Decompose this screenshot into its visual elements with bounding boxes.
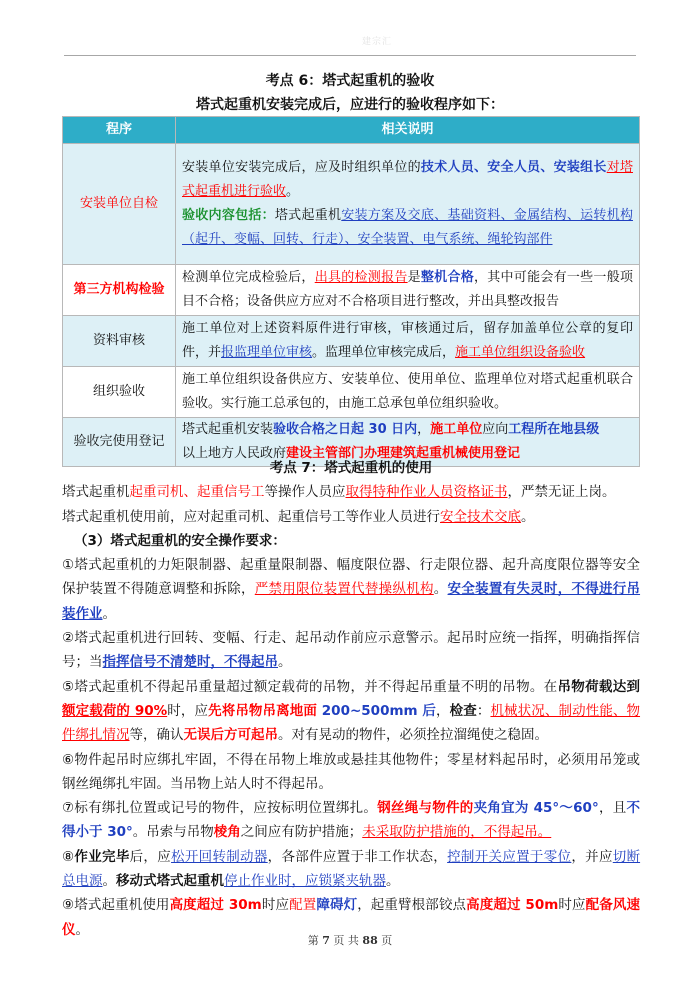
acceptance-table [62, 116, 640, 467]
header-divider [64, 55, 636, 56]
list-item: ⑧作业完毕后，应松开回转制动器，各部件应置于非工作状态，控制开关应置于零位，并应切断总电源。移动式塔式起重机停止作业时，应锁紧夹轨器。 [62, 848, 641, 890]
table-intro: 塔式起重机安装完成后，应进行的验收程序如下： [196, 97, 504, 113]
procedure-cell: 组织验收 [63, 367, 176, 418]
header-procedure: 程序 [63, 117, 176, 144]
header-logo: 建宗汇 [362, 37, 393, 47]
description-cell: 施工单位组织设备供应方、安装单位、使用单位、监理单位对塔式起重机联合验收。实行施工总承包的，由施工总承包单位组织验收。 [176, 367, 640, 418]
paragraph-briefing: 塔式起重机使用前，应对起重司机、起重信号工等作业人员进行安全技术交底。 [62, 508, 535, 525]
page-number: 第 7 页 共 88 页 [307, 934, 393, 947]
paragraph-operators: 塔式起重机起重司机、起重信号工等操作人员应取得特种作业人员资格证书，严禁无证上岗。 [62, 484, 616, 501]
description-cell: 安装单位安装完成后，应及时组织单位的技术人员、安全人员、安装组长对塔式起重机进行验收。 验收内容包括：塔式起重机安装方案及交底、基础资料、金属结构、运转机构（起升、变幅、回转、行走）、安全装置、电气系统、绳轮钩部件 [176, 144, 640, 265]
procedure-cell: 第三方机构检验 [63, 265, 176, 316]
table-row [63, 144, 640, 265]
section-title-6: 考点 6：塔式起重机的验收 [265, 73, 435, 89]
section-title-7: 考点 7：塔式起重机的使用 [269, 460, 433, 476]
list-item: ⑨塔式起重机使用高度超过 30m时应配置障碍灯，起重臂根部铰点高度超过 50m时应配备风速仪。 [62, 897, 641, 938]
requirements-heading: （3）塔式起重机的安全操作要求： [74, 532, 286, 549]
description-cell: 检测单位完成检验后，出具的检测报告是整机合格，其中可能会有一些一般项目不合格；设备供应方应对不合格项目进行整改，并出具整改报告 [176, 265, 640, 316]
list-item: ⑦标有绑扎位置或记号的物件，应按标明位置绑扎。钢丝绳与物件的夹角宜为 45°～60°，且不得小于 30°。吊索与吊物棱角之间应有防护措施；未采取防护措施的，不得起吊。 [62, 800, 640, 841]
procedure-cell: 资料审核 [63, 316, 176, 367]
description-cell: 塔式起重机安装验收合格之日起 30 日内，施工单位应向工程所在地县级 以上地方人民政府建设主管部门办理建筑起重机械使用登记 [176, 418, 640, 467]
table-row [63, 265, 640, 316]
header-description: 相关说明 [176, 117, 640, 144]
table-row [63, 316, 640, 367]
list-item: ⑤塔式起重机不得起吊重量超过额定载荷的吊物，并不得起吊重量不明的吊物。在吊物荷载达到额定载荷的 90%时，应先将吊物吊离地面 200~500mm 后，检查：机械状况、制动性能、物件绑扎情况等，确认无误后方可起吊。对有晃动的物件，必须拴拉溜绳使之稳固。 [62, 678, 641, 744]
usage-section [62, 456, 640, 942]
procedure-cell: 安装单位自检 [63, 144, 176, 265]
table-row [63, 367, 640, 418]
list-item: ②塔式起重机进行回转、变幅、行走、起吊动作前应示意警示。起吊时应统一指挥，明确指挥信号；当指挥信号不清楚时，不得起吊。 [62, 630, 640, 671]
description-cell: 施工单位对上述资料原件进行审核，审核通过后，留存加盖单位公章的复印件，并报监理单位审核。监理单位审核完成后，施工单位组织设备验收 [176, 316, 640, 367]
list-item: ⑥物件起吊时应绑扎牢固，不得在吊物上堆放或悬挂其他物件；零星材料起吊时，必须用吊笼或钢丝绳绑扎牢固。当吊物上站人时不得起吊。 [62, 751, 640, 792]
table-header-row [63, 117, 640, 144]
list-item: ①塔式起重机的力矩限制器、起重量限制器、幅度限位器、行走限位器、起升高度限位器等安全保护装置不得随意调整和拆除，严禁用限位装置代替操纵机构。安全装置有失灵时，不得进行吊装作业。 [62, 557, 641, 622]
procedure-cell: 验收完使用登记 [63, 418, 176, 467]
